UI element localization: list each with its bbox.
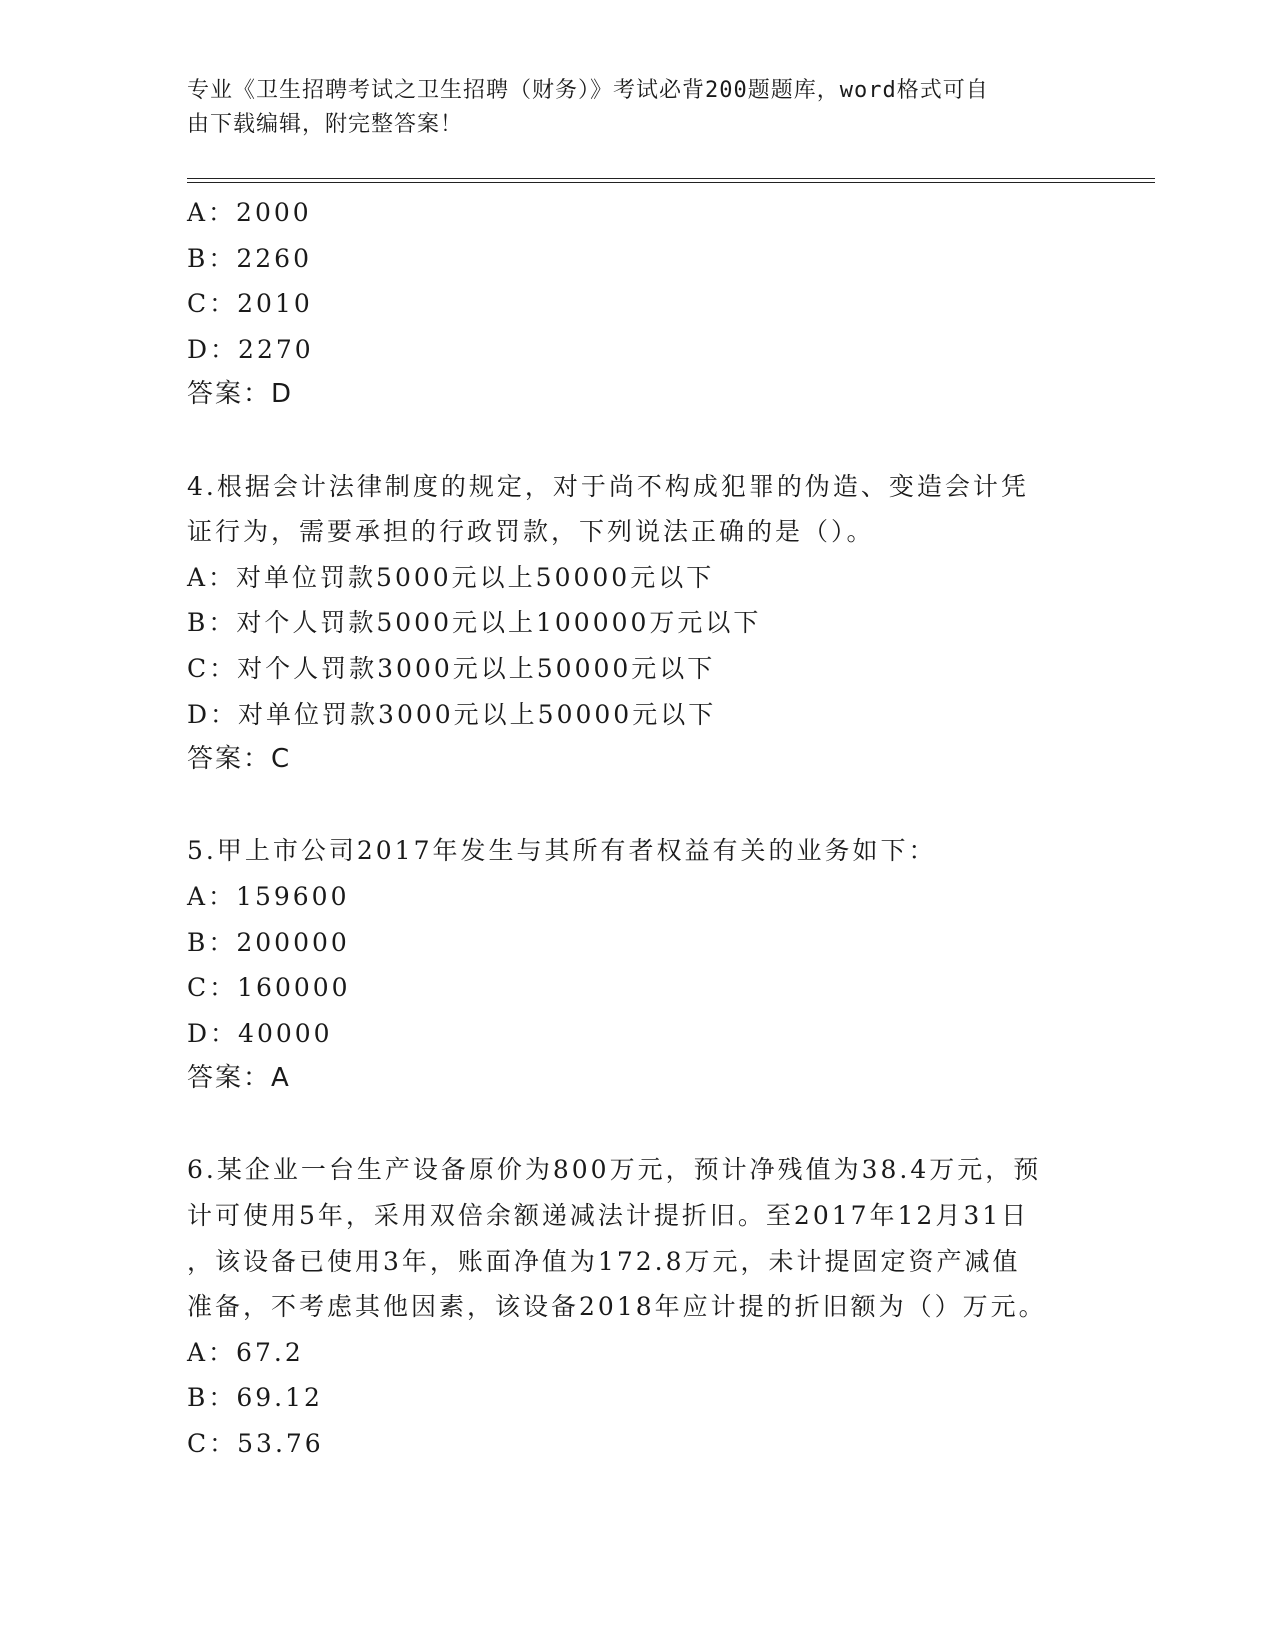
question-list — [187, 190, 1087, 1467]
option-d: D：对单位罚款3000元以上50000元以下 — [187, 699, 717, 729]
header-divider — [187, 178, 1155, 183]
option-a: A：对单位罚款5000元以上50000元以下 — [187, 562, 715, 592]
question-stem-line: 6.某企业一台生产设备原价为800万元，预计净残值为38.4万元，预 — [187, 1155, 1042, 1185]
header-line-2: 由下载编辑，附完整答案！ — [187, 112, 464, 137]
document-header — [187, 74, 1067, 142]
question-6 — [187, 1147, 1087, 1466]
option-b: B：69.12 — [187, 1383, 323, 1413]
option-c: C：160000 — [187, 973, 351, 1003]
option-a: A：159600 — [187, 881, 350, 911]
option-c: C：对个人罚款3000元以上50000元以下 — [187, 653, 716, 683]
answer: 答案：A — [187, 1063, 291, 1094]
option-d: D：2270 — [187, 334, 314, 364]
option-d: D：40000 — [187, 1018, 333, 1048]
option-b: B：200000 — [187, 927, 350, 957]
spacer — [187, 783, 1087, 829]
question-stem-line: 5.甲上市公司2017年发生与其所有者权益有关的业务如下： — [187, 836, 937, 866]
spacer — [187, 1102, 1087, 1148]
option-b: B：对个人罚款5000元以上100000万元以下 — [187, 608, 762, 638]
question-stem-line: ，该设备已使用3年，账面净值为172.8万元，未计提固定资产减值 — [187, 1246, 1021, 1276]
question-4 — [187, 464, 1087, 783]
option-b: B：2260 — [187, 243, 312, 273]
spacer — [187, 418, 1087, 464]
question-5 — [187, 828, 1087, 1102]
option-c: C：2010 — [187, 289, 313, 319]
option-c: C：53.76 — [187, 1429, 324, 1459]
answer: 答案：D — [187, 379, 294, 410]
question-stem-line: 计可使用5年，采用双倍余额递减法计提折旧。至2017年12月31日 — [187, 1201, 1030, 1231]
question-stem-line: 准备，不考虑其他因素，该设备2018年应计提的折旧额为（）万元。 — [187, 1292, 1047, 1322]
answer: 答案：C — [187, 744, 292, 775]
option-a: A：67.2 — [187, 1337, 304, 1367]
question-stem-line: 4.根据会计法律制度的规定，对于尚不构成犯罪的伪造、变造会计凭 — [187, 471, 1029, 501]
option-a: A：2000 — [187, 198, 312, 227]
question-stem-line: 证行为，需要承担的行政罚款，下列说法正确的是（）。 — [187, 517, 875, 547]
header-line-1: 专业《卫生招聘考试之卫生招聘（财务）》考试必背200题题库，word格式可自 — [187, 78, 989, 103]
question-3 — [187, 190, 1087, 418]
